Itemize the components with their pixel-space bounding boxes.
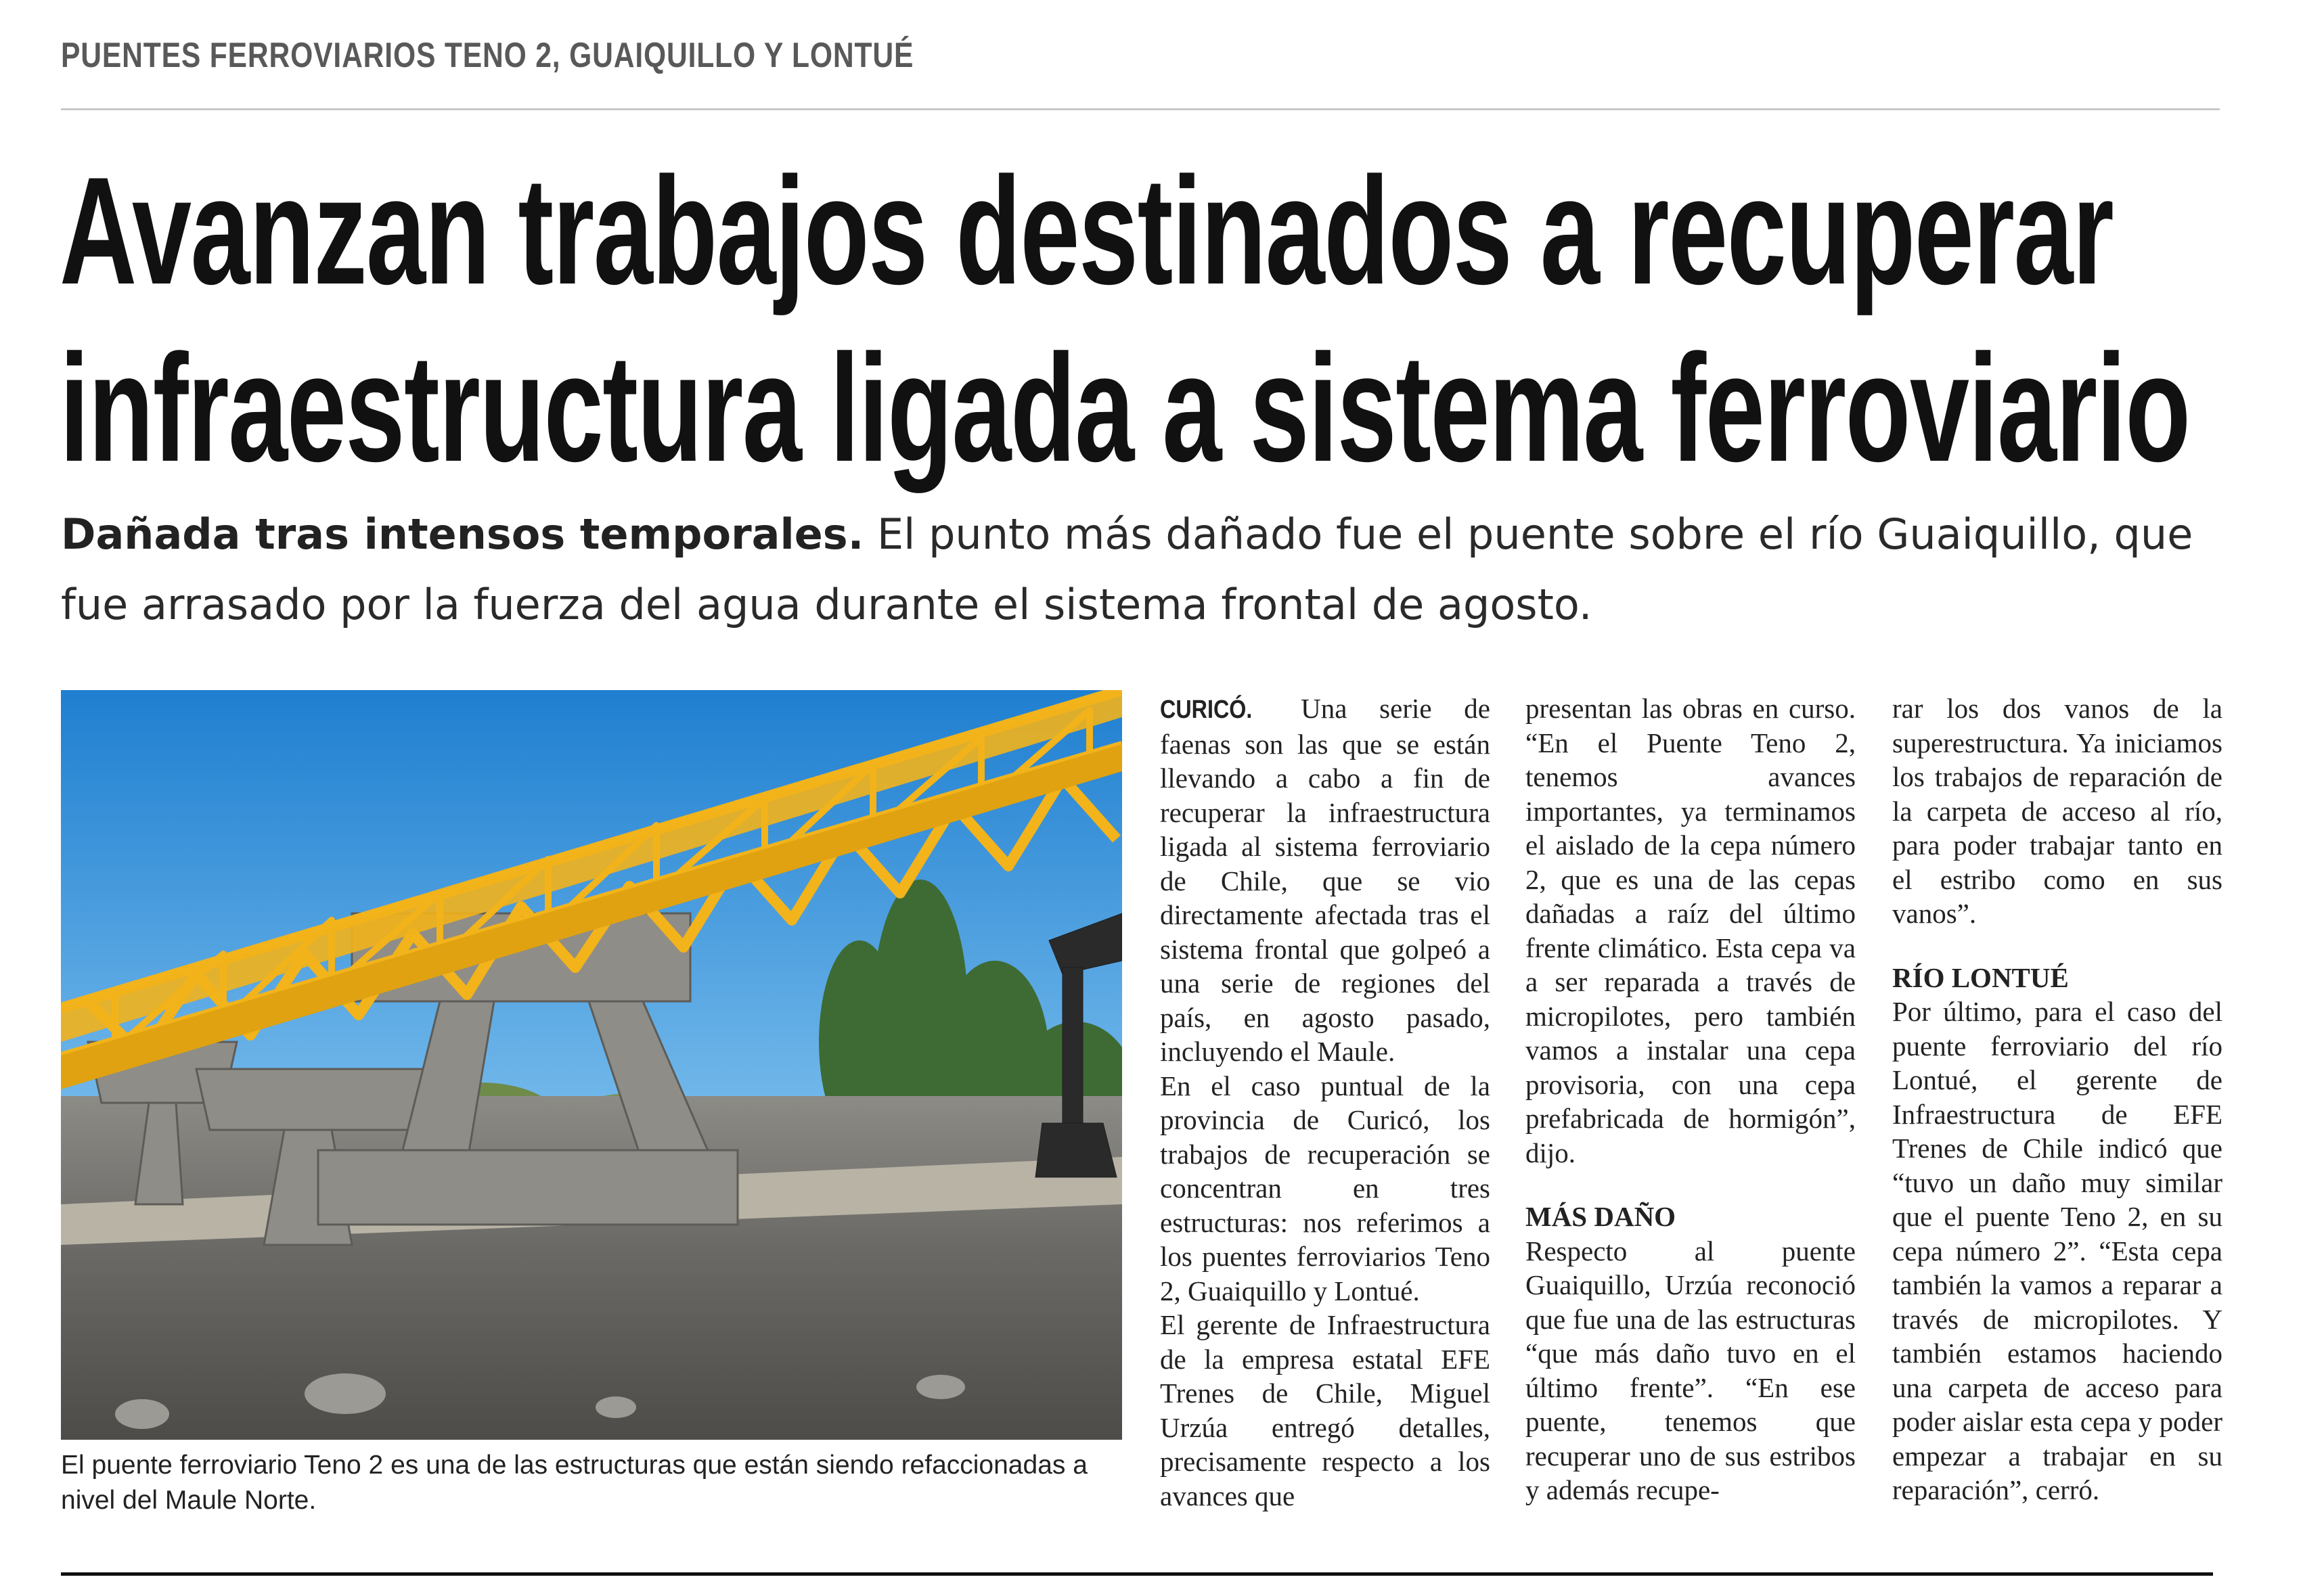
deck [61, 499, 2247, 640]
article-column-3 [1892, 691, 2222, 1507]
paragraph-3-start: El gerente de Infraestructura de la empresa estatal EFE Trenes de Chile, Miguel Urzúa entregó detalles, precisamente respecto a los avances que [1160, 1309, 1490, 1511]
kicker: PUENTES FERROVIARIOS TENO 2, GUAIQUILLO Y LONTUÉ [61, 36, 914, 75]
headline-line-2: infraestructura ligada a sistema ferroviario [60, 322, 2190, 493]
article-paragraph [1160, 691, 1490, 1069]
bottom-divider [61, 1572, 2213, 1576]
headline [60, 142, 2190, 497]
photo-caption: El puente ferroviario Teno 2 es una de las estructuras que están siendo refaccionadas a nivel del Maule Norte. [61, 1451, 1088, 1515]
article-column-1 [1160, 691, 1490, 1513]
paragraph-3-end: presentan las obras en curso. “En el Puente Teno 2, tenemos avances importantes, ya terminamos el aislado de la cepa número 2, que es una de las cepas dañadas a raíz del último frente climático. Esta cepa va a ser reparada a través de micropilotes, pero también vamos a instalar una cepa provisoria, con una cepa prefabricada de hormigón”, dijo. [1525, 693, 1856, 1168]
paragraph-5: Por último, para el caso del puente ferroviario del río Lontué, el gerente de Infraestructura de EFE Trenes de Chile indicó que “tuvo un daño muy similar que el puente Teno 2, en su cepa número 2”. “Esta cepa también la vamos a reparar a través de micropilotes. Y también estamos haciendo una carpeta de acceso para poder aislar esta cepa y poder empezar a trabajar en su reparación”, cerró. [1892, 996, 2222, 1505]
paragraph-4-start: Respecto al puente Guaiquillo, Urzúa reconoció que fue una de las estructuras “que más daño tuvo en el último frente”. “En ese puente, tenemos que recuperar uno de sus estribos y además recupe- [1525, 1235, 1856, 1505]
paragraph-4-end: rar los dos vanos de la superestructura. Ya iniciamos los trabajos de reparación de la carpeta de acceso al río, para poder trabajar tanto en el estribo como en sus vanos”. [1892, 693, 2222, 929]
paragraph-2: En el caso puntual de la provincia de Curicó, los trabajos de recuperación se concentran en tres estructuras: nos referimos a los puentes ferroviarios Teno 2, Guaiquillo y Lontué. [1160, 1070, 1490, 1306]
bridge-photo [61, 690, 1122, 1440]
paragraph-1: Una serie de faenas son las que se están llevando a cabo a fin de recuperar la infraestructura ligada al sistema ferroviario de Chile, que se vio directamente afectada tras el sistema frontal que golpeó a una serie de regiones del país, en agosto pasado, incluyendo el Maule. [1160, 693, 1490, 1067]
bridge-photo-illustration [61, 690, 1122, 1440]
top-divider [61, 108, 2220, 110]
subhead-rio-lontue: RÍO LONTUÉ [1892, 961, 2069, 993]
headline-line-1: Avanzan trabajos destinados a recuperar [60, 145, 2114, 316]
article-column-2 [1525, 691, 1856, 1507]
dateline: CURICÓ. [1160, 696, 1253, 724]
deck-text: El punto más dañado fue el puente sobre el río Guaiquillo, que fue arrasado por la fuerza del agua durante el sistema frontal de agosto. [61, 509, 2193, 629]
deck-lead: Dañada tras intensos temporales. [61, 509, 864, 559]
subhead-mas-dano: MÁS DAÑO [1525, 1201, 1676, 1232]
